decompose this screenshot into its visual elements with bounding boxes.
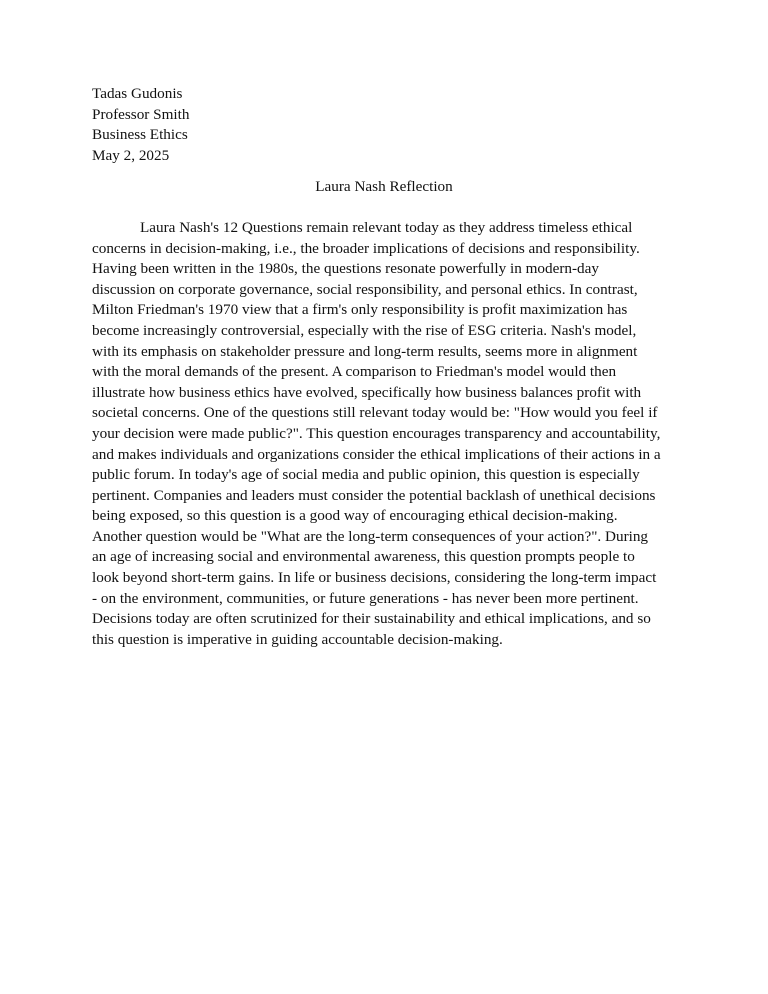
professor-name: Professor Smith — [92, 105, 190, 123]
paragraph-line: and makes individuals and organizations consider the ethical implications of their actions in a — [92, 445, 661, 463]
paragraph-line: public forum. In today's age of social media and public opinion, this question is especially — [92, 466, 640, 484]
document-page — [92, 84, 692, 650]
paragraph-line: Having been written in the 1980s, the questions resonate powerfully in modern-day — [92, 260, 599, 278]
paragraph-line: Laura Nash's 12 Questions remain relevant today as they address timeless ethical — [140, 218, 633, 236]
paragraph-line: with the moral demands of the present. A comparison to Friedman's model would then — [92, 363, 617, 381]
course-name: Business Ethics — [92, 126, 188, 144]
paragraph-line: with its emphasis on stakeholder pressure and long-term results, seems more in alignment — [92, 342, 638, 360]
document-title: Laura Nash Reflection — [315, 178, 453, 196]
body-paragraph — [92, 218, 692, 650]
paragraph-line: this question is imperative in guiding accountable decision-making. — [92, 630, 503, 648]
paragraph-line: Milton Friedman's 1970 view that a firm's only responsibility is profit maximization has — [92, 301, 628, 319]
paragraph-line: your decision were made public?". This question encourages transparency and accountability, — [92, 424, 661, 442]
paragraph-line: being exposed, so this question is a good way of encouraging ethical decision-making. — [92, 507, 618, 525]
paragraph-line: illustrate how business ethics have evolved, specifically how business balances profit with — [92, 383, 642, 401]
paragraph-line: concerns in decision-making, i.e., the broader implications of decisions and responsibility. — [92, 239, 640, 257]
paragraph-line: Decisions today are often scrutinized for their sustainability and ethical implications, and so — [92, 610, 651, 628]
paragraph-line: an age of increasing social and environmental awareness, this question prompts people to — [92, 548, 635, 566]
paragraph-line: Another question would be "What are the long-term consequences of your action?". During — [92, 527, 649, 545]
author-name: Tadas Gudonis — [92, 85, 183, 102]
paragraph-line: societal concerns. One of the questions still relevant today would be: "How would you feel if — [92, 404, 658, 422]
paragraph-line: - on the environment, communities, or future generations - has never been more pertinent. — [92, 589, 639, 607]
paragraph-line: look beyond short-term gains. In life or business decisions, considering the long-term impact — [92, 569, 657, 587]
paragraph-line: pertinent. Companies and leaders must consider the potential backlash of unethical decisions — [92, 486, 656, 504]
paragraph-line: discussion on corporate governance, social responsibility, and personal ethics. In contrast, — [92, 280, 638, 298]
document-date: May 2, 2025 — [92, 146, 170, 164]
paragraph-line: become increasingly controversial, especially with the rise of ESG criteria. Nash's model, — [92, 321, 637, 339]
